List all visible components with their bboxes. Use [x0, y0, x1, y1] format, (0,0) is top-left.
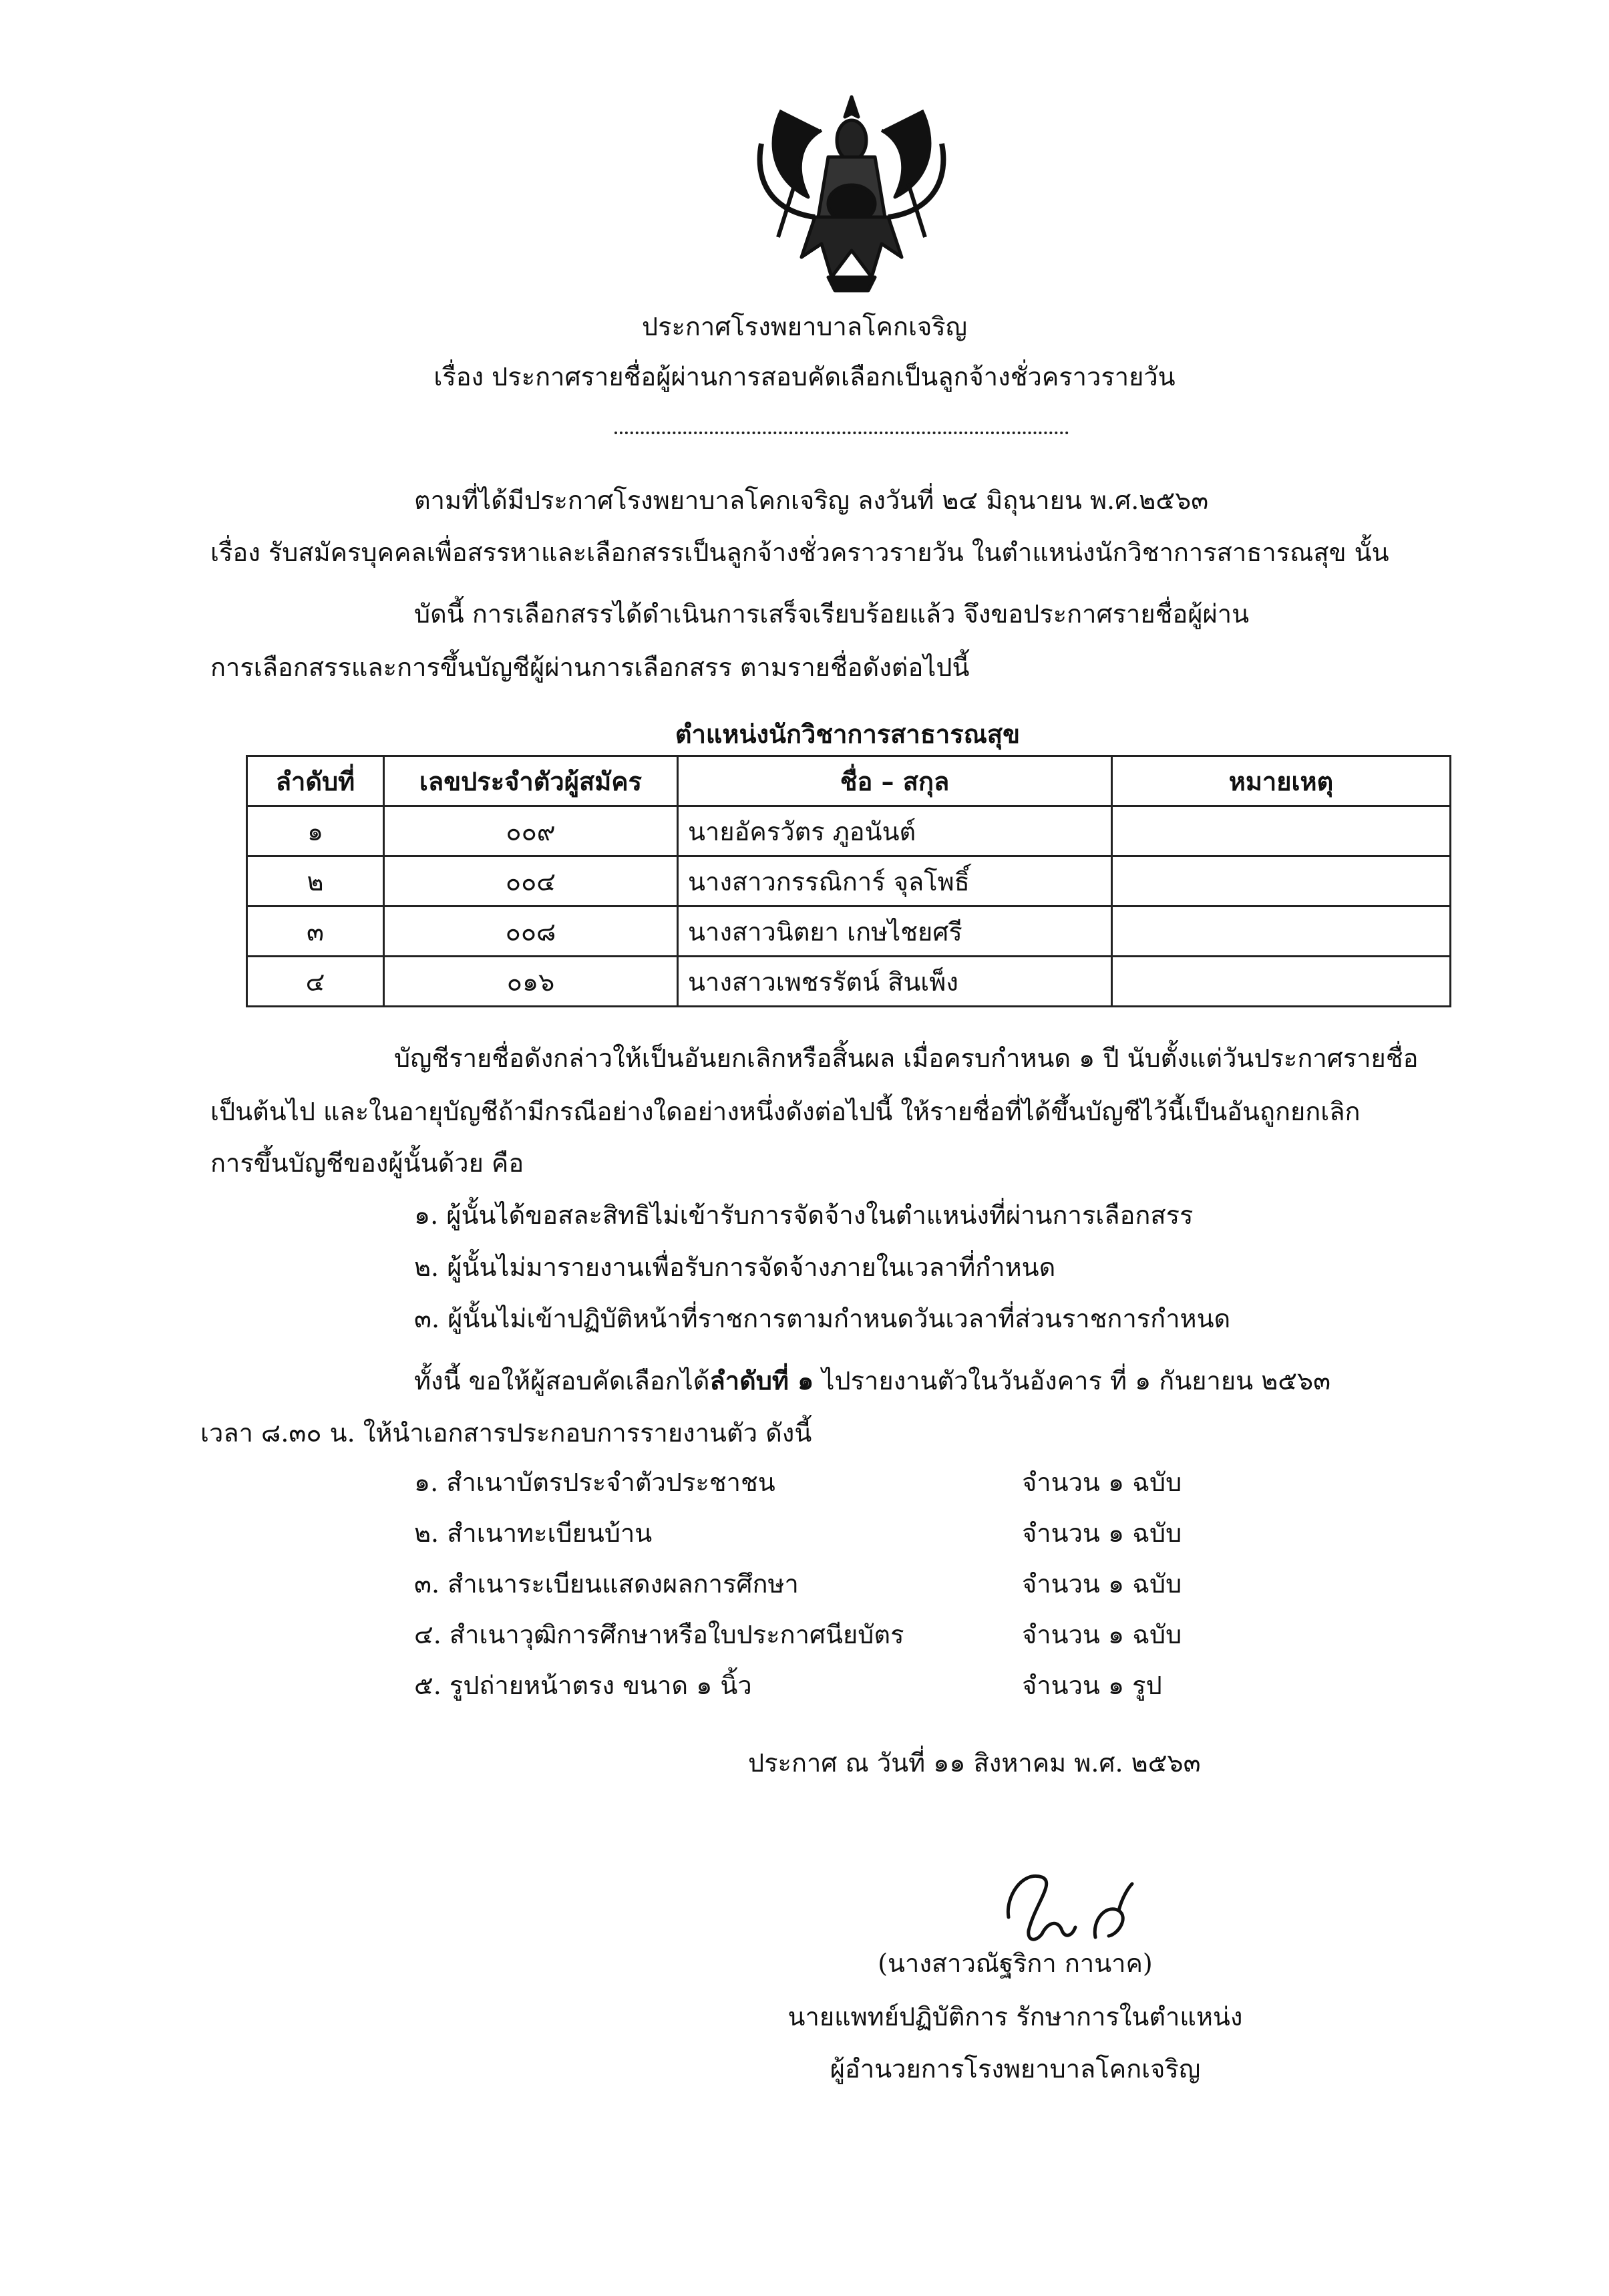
table-row	[247, 907, 1451, 957]
document-item: ๑. สำเนาบัตรประจำตัวประชาชน	[414, 1468, 775, 1497]
announce-date: ประกาศ ณ วันที่ ๑๑ สิงหาคม พ.ศ. ๒๕๖๓	[748, 1748, 1201, 1778]
row-applicant-id: ๐๐๙	[384, 806, 678, 856]
condition-item: ๓. ผู้นั้นไม่เข้าปฏิบัติหน้าที่ราชการตามกำหนดวันเวลาที่ส่วนราชการกำหนด	[414, 1304, 1231, 1333]
row-remark	[1112, 806, 1451, 856]
announcement-title: ประกาศโรงพยาบาลโคกเจริญ	[641, 312, 968, 341]
col-header-name: ชื่อ – สกุล	[678, 756, 1112, 806]
row-remark	[1112, 907, 1451, 957]
para2-line1: บัดนี้ การเลือกสรรได้ดำเนินการเสร็จเรียบร้อยแล้ว จึงขอประกาศรายชื่อผู้ผ่าน	[414, 599, 1250, 629]
row-order: ๓	[247, 907, 384, 957]
row-order: ๑	[247, 806, 384, 856]
row-name: นางสาวเพชรรัตน์ สินเพ็ง	[678, 957, 1112, 1007]
handwritten-signature-icon	[995, 1857, 1149, 1951]
row-remark	[1112, 957, 1451, 1007]
row-name: นางสาวกรรณิการ์ จุลโพธิ์	[678, 856, 1112, 907]
report-line1-prefix: ทั้งนี้ ขอให้ผู้สอบคัดเลือกได้	[414, 1366, 710, 1396]
signer-position: นายแพทย์ปฏิบัติการ รักษาการในตำแหน่ง	[787, 2002, 1243, 2031]
table-header-row	[247, 756, 1451, 806]
title-divider	[614, 432, 1069, 434]
document-qty: จำนวน ๑ ฉบับ	[1022, 1468, 1182, 1497]
row-remark	[1112, 856, 1451, 907]
row-name: นายอัครวัตร ภูอนันต์	[678, 806, 1112, 856]
report-line1	[414, 1365, 1331, 1396]
col-header-applicant-id: เลขประจำตัวผู้สมัคร	[384, 756, 678, 806]
candidates-table	[246, 755, 1451, 1007]
announcement-subject: เรื่อง ประกาศรายชื่อผู้ผ่านการสอบคัดเลือกเป็นลูกจ้างชั่วคราวรายวัน	[433, 362, 1176, 391]
condition-item: ๒. ผู้นั้นไม่มารายงานเพื่อรับการจัดจ้างภายในเวลาที่กำหนด	[414, 1253, 1056, 1282]
table-row	[247, 856, 1451, 907]
para1-line2: เรื่อง รับสมัครบุคคลเพื่อสรรหาและเลือกสรรเป็นลูกจ้างชั่วคราวรายวัน ในตำแหน่งนักวิชาการสาธารณสุข นั้น	[210, 538, 1389, 567]
condition-item: ๑. ผู้นั้นได้ขอสละสิทธิไม่เข้ารับการจัดจ้างในตำแหน่งที่ผ่านการเลือกสรร	[414, 1200, 1194, 1230]
document-item: ๒. สำเนาทะเบียนบ้าน	[414, 1518, 653, 1548]
validity-line1: บัญชีรายชื่อดังกล่าวให้เป็นอันยกเลิกหรือสิ้นผล เมื่อครบกำหนด ๑ ปี นับตั้งแต่วันประกาศรายชื่อ	[394, 1043, 1419, 1073]
table-row	[247, 957, 1451, 1007]
signer-name: (นางสาวณัฐริกา กานาค)	[878, 1949, 1153, 1978]
document-qty: จำนวน ๑ ฉบับ	[1022, 1518, 1182, 1548]
row-order: ๒	[247, 856, 384, 907]
position-title: ตำแหน่งนักวิชาการสาธารณสุข	[675, 719, 1021, 749]
report-line1-bold: ลำดับที่ ๑	[709, 1365, 814, 1396]
document-qty: จำนวน ๑ ฉบับ	[1022, 1620, 1182, 1649]
para2-line2: การเลือกสรรและการขึ้นบัญชีผู้ผ่านการเลือกสรร ตามรายชื่อดังต่อไปนี้	[210, 653, 970, 682]
document-item: ๔. สำเนาวุฒิการศึกษาหรือใบประกาศนียบัตร	[414, 1620, 904, 1649]
validity-line2: เป็นต้นไป และในอายุบัญชีถ้ามีกรณีอย่างใดอย่างหนึ่งดังต่อไปนี้ ให้รายชื่อที่ได้ขึ้นบัญชีไว้นี้เป็นอันถูกยกเลิก	[210, 1097, 1361, 1126]
validity-line3: การขึ้นบัญชีของผู้นั้นด้วย คือ	[210, 1148, 524, 1178]
signer-organization: ผู้อำนวยการโรงพยาบาลโคกเจริญ	[830, 2054, 1201, 2084]
document-item: ๓. สำเนาระเบียนแสดงผลการศึกษา	[414, 1569, 799, 1599]
garuda-emblem-icon	[741, 84, 962, 297]
document-qty: จำนวน ๑ ฉบับ	[1022, 1569, 1182, 1599]
row-applicant-id: ๐๐๔	[384, 856, 678, 907]
row-order: ๔	[247, 957, 384, 1007]
row-applicant-id: ๐๐๘	[384, 907, 678, 957]
document-qty: จำนวน ๑ รูป	[1022, 1671, 1162, 1700]
row-name: นางสาวนิตยา เกษไชยศรี	[678, 907, 1112, 957]
document-item: ๕. รูปถ่ายหน้าตรง ขนาด ๑ นิ้ว	[414, 1671, 752, 1700]
col-header-remark: หมายเหตุ	[1112, 756, 1451, 806]
report-line2: เวลา ๘.๓๐ น. ให้นำเอกสารประกอบการรายงานตัว ดังนี้	[200, 1418, 812, 1448]
report-line1-suffix: ไปรายงานตัวในวันอังคาร ที่ ๑ กันยายน ๒๕๖๓	[814, 1366, 1331, 1396]
row-applicant-id: ๐๑๖	[384, 957, 678, 1007]
col-header-order: ลำดับที่	[247, 756, 384, 806]
para1-line1: ตามที่ได้มีประกาศโรงพยาบาลโคกเจริญ ลงวันที่ ๒๔ มิถุนายน พ.ศ.๒๕๖๓	[414, 486, 1209, 515]
table-row	[247, 806, 1451, 856]
